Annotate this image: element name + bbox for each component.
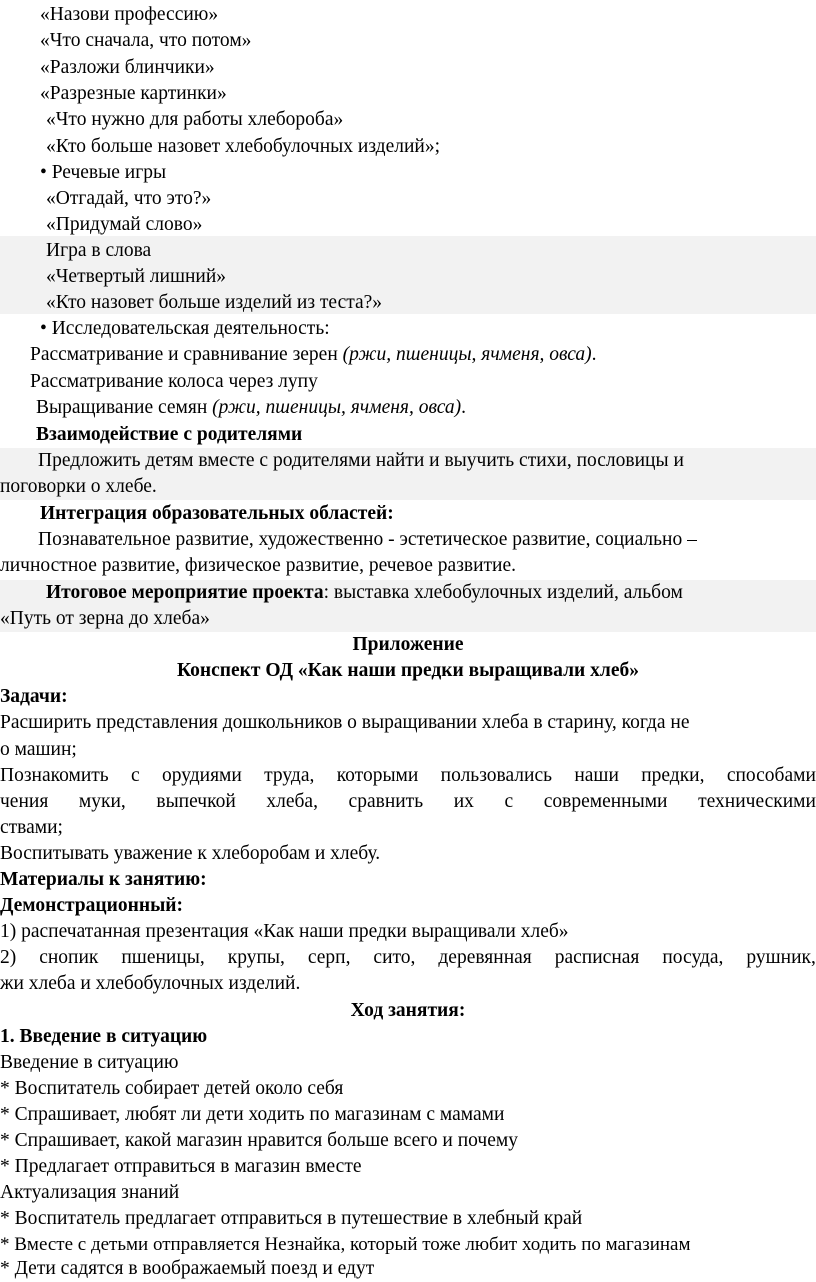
step-item: * Спрашивает, какой магазин нравится больше всего и почему	[0, 1130, 518, 1151]
section-heading: Задачи:	[0, 686, 68, 707]
word: с	[131, 765, 140, 786]
word: деревянная	[438, 947, 532, 968]
game-list-item: «Четвертый лишний»	[46, 266, 227, 287]
word: техническими	[698, 791, 816, 812]
word: наши	[574, 765, 619, 786]
word: орудиями	[161, 765, 242, 786]
section-heading: Материалы к занятию:	[0, 869, 207, 890]
justified-line	[0, 945, 816, 971]
game-list-item: «Что сначала, что потом»	[40, 30, 252, 51]
word: современными	[543, 791, 668, 812]
step-item: * Спрашивает, любят ли дети ходить по магазинам с мамами	[0, 1104, 505, 1125]
step-item: * Воспитатель предлагает отправиться в путешествие в хлебный край	[0, 1208, 583, 1229]
paragraph-line: ствами;	[0, 817, 63, 838]
paragraph-line: Познавательное развитие, художественно - эстетическое развитие, социально –	[38, 529, 697, 550]
paragraph-line: Предложить детям вместе с родителями найти и выучить стихи, пословицы и	[38, 450, 684, 471]
game-list-item: «Кто больше назовет хлебобулочных изделий»;	[46, 136, 441, 157]
step-item: * Предлагает отправиться в магазин вместе	[0, 1156, 362, 1177]
word: выпечкой	[156, 791, 236, 812]
word: пшеницы,	[121, 947, 205, 968]
game-list-item: «Что нужно для работы хлебороба»	[46, 109, 344, 130]
word: крупы,	[227, 947, 285, 968]
section-heading: Взаимодействие с родителями	[36, 424, 303, 445]
paragraph-line: Введение в ситуацию	[0, 1052, 179, 1073]
grain-list: (ржи, пшеницы, ячменя, овса)	[342, 344, 592, 365]
section-heading: Интеграция образовательных областей:	[40, 503, 394, 524]
section-heading: Демонстрационный:	[0, 895, 184, 916]
research-activity-item: Рассматривание колоса через лупу	[30, 371, 318, 392]
word: снопик	[39, 947, 99, 968]
game-list-item: «Разрезные картинки»	[40, 83, 227, 104]
paragraph-line: личностное развитие, физическое развитие, речевое развитие.	[0, 555, 517, 576]
paragraph-line: Актуализация знаний	[0, 1182, 180, 1203]
word: муки,	[78, 791, 126, 812]
word: Познакомить	[0, 765, 109, 786]
section-title: Ход занятия:	[350, 1000, 466, 1021]
paragraph-line: о машин;	[0, 739, 77, 760]
word: рушник,	[746, 947, 816, 968]
section-heading: 1. Введение в ситуацию	[0, 1026, 208, 1047]
paragraph-line: Расширить представления дошкольников о выращивании хлеба в старину, когда не	[0, 712, 690, 733]
lesson-title: Конспект ОД «Как наши предки выращивали хлеб»	[176, 660, 639, 681]
game-list-item: «Отгадай, что это?»	[46, 188, 212, 209]
game-list-item: «Придумай слово»	[46, 214, 203, 235]
paragraph-line: Воспитывать уважение к хлеборобам и хлебу.	[0, 843, 381, 864]
word: чения	[0, 791, 49, 812]
justified-line	[0, 763, 816, 789]
justified-line	[0, 789, 816, 815]
final-event-text: : выставка хлебобулочных изделий, альбом	[323, 582, 683, 603]
paragraph-line: жи хлеба и хлебобулочных изделий.	[0, 973, 301, 994]
research-text: Выращивание семян	[36, 397, 213, 418]
final-event-line	[46, 580, 683, 606]
word: труда,	[264, 765, 315, 786]
word: которыми	[336, 765, 419, 786]
word: способами	[726, 765, 816, 786]
section-bullet: • Речевые игры	[40, 162, 167, 183]
research-activity-item	[36, 395, 466, 421]
grain-list: (ржи, пшеницы, ячменя, овса)	[212, 397, 462, 418]
word: посуда,	[662, 947, 724, 968]
game-list-item: Игра в слова	[46, 240, 152, 261]
paragraph-line: 1) распечатанная презентация «Как наши предки выращивали хлеб»	[0, 921, 569, 942]
step-item: * Воспитатель собирает детей около себя	[0, 1078, 344, 1099]
step-item: * Дети садятся в воображаемый поезд и едут	[0, 1258, 375, 1279]
punct: .	[591, 344, 597, 365]
word: хлеба,	[266, 791, 318, 812]
word: сравнить	[348, 791, 424, 812]
final-event-label: Итоговое мероприятие проекта	[46, 582, 324, 603]
paragraph-line: «Путь от зерна до хлеба»	[0, 608, 210, 629]
word: предки,	[641, 765, 705, 786]
paragraph-line: поговорки о хлебе.	[0, 476, 157, 497]
word: их	[453, 791, 474, 812]
step-item: * Вместе с детьми отправляется Незнайка, который тоже любит ходить по магазинам	[0, 1234, 691, 1255]
word: с	[504, 791, 514, 812]
game-list-item: «Кто назовет больше изделий из теста?»	[46, 292, 383, 313]
research-activity-item	[30, 342, 597, 368]
word: пользовались	[440, 765, 553, 786]
appendix-title: Приложение	[352, 634, 464, 655]
word: серп,	[307, 947, 351, 968]
word: 2)	[0, 947, 17, 968]
section-bullet: • Исследовательская деятельность:	[40, 318, 330, 339]
game-list-item: «Разложи блинчики»	[40, 57, 215, 78]
word: сито,	[373, 947, 416, 968]
research-text: Рассматривание и сравнивание зерен	[30, 344, 343, 365]
punct: .	[461, 397, 466, 418]
game-list-item: «Назови профессию»	[40, 4, 219, 25]
word: расписная	[554, 947, 640, 968]
